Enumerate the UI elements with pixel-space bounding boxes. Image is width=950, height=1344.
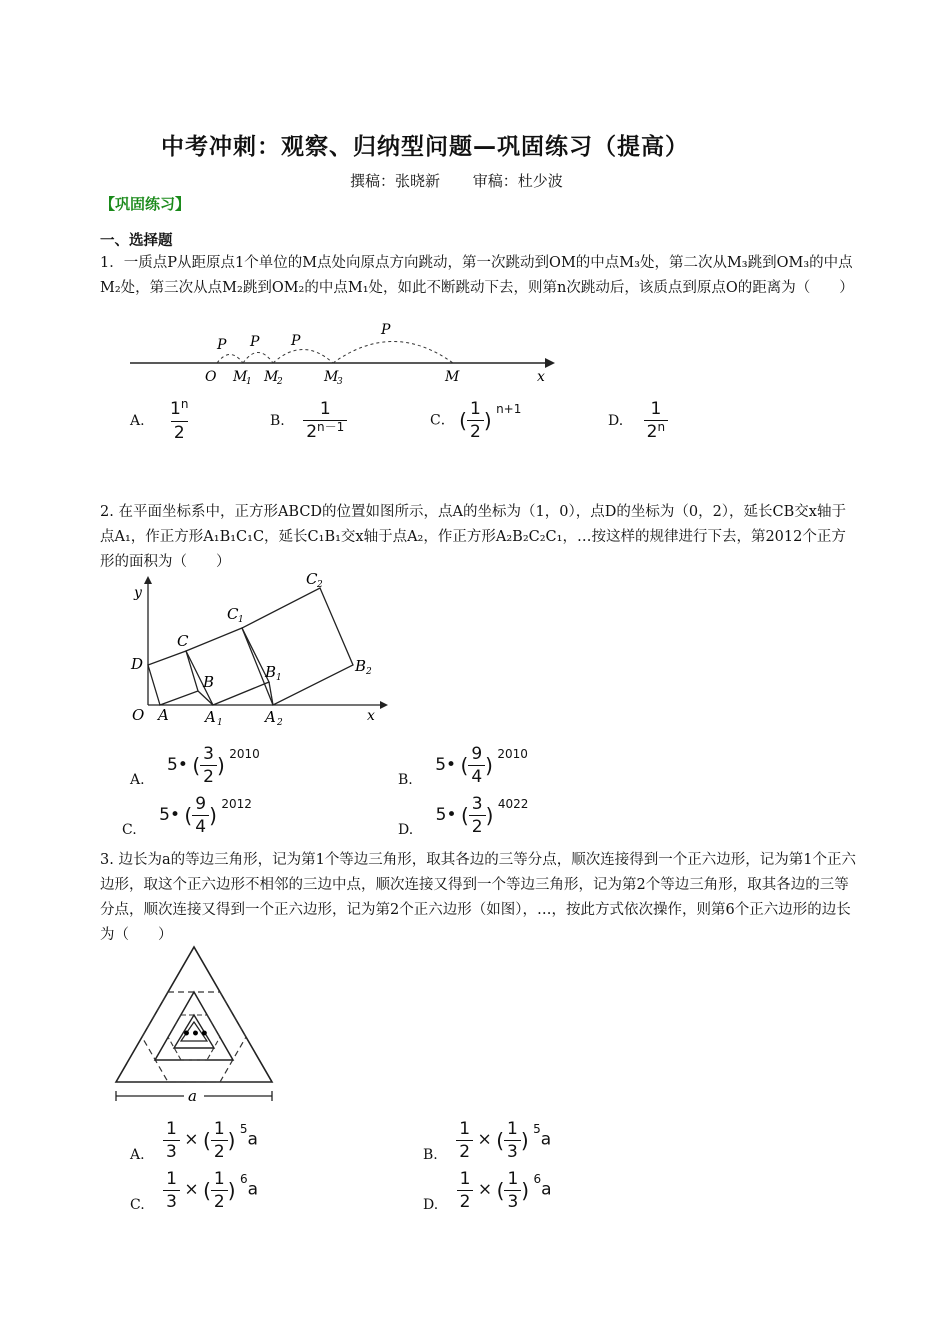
writer: 撰稿：张晓新 <box>350 172 441 190</box>
jump-arc-4 <box>217 355 243 364</box>
jump-arc-1 <box>333 342 453 364</box>
label-y: y <box>134 585 142 601</box>
label-C2-sub: 2 <box>317 580 323 590</box>
page-title: 中考冲刺：观察、归纳型问题—巩固练习（提高） <box>161 134 689 160</box>
question-1-text: 1．一质点P从距原点1个单位的M点处向原点方向跳动，第一次跳动到OM的中点M₃处，第二次从M₃跳到OM₃的中点M₂处，第三次从点M₂跳到OM₂的中点M₁处，如此不断跳动下去，则第n次跳动后，该质点到原点O的距离为（ ） <box>100 255 854 296</box>
fraction: $\frac{1}{3}$ <box>163 1170 180 1211</box>
q3-option-d[interactable]: D. $\frac{1}{2}$ × ( $\frac{1}{3}$ ) 6a <box>423 1169 552 1213</box>
question-2-text: 2. 在平面坐标系中，正方形ABCD的位置如图所示，点A的坐标为（1，0），点D的坐标为（0，2），延长CB交x轴于点A₁，作正方形A₁B₁C₁C，延长C₁B₁交x轴于点A₂，作正方形A₂B₂C₂C₁，…按这样的规律进行下去，第2012个正方形的面积为（ ） <box>100 504 846 570</box>
q3-option-b[interactable]: B. $\frac{1}{2}$ × ( $\frac{1}{3}$ ) 5a <box>423 1119 552 1163</box>
label-C1: C <box>227 605 239 623</box>
label-a: a <box>188 1087 197 1105</box>
fraction: $\frac{3}{2}$ <box>469 795 486 836</box>
label-B2: B <box>355 657 367 675</box>
q1-option-b[interactable]: B. $\frac{1}{2^{n-1}}$ <box>270 400 347 442</box>
fraction: $\frac{1^n}{2}$ <box>170 397 189 443</box>
fraction: $\frac{1}{2}$ <box>457 1170 474 1211</box>
fraction: $\frac{1}{3}$ <box>163 1120 180 1161</box>
fraction: $\frac{9}{4}$ <box>192 795 209 836</box>
fraction: $\frac{1}{2^n}$ <box>644 400 668 442</box>
extension-1 <box>198 691 213 705</box>
fraction: $\frac{9}{4}$ <box>468 745 485 786</box>
fraction: $\frac{3}{2}$ <box>200 745 217 786</box>
section-tag: 【巩固练习】 <box>100 195 191 213</box>
label-x: x <box>537 369 545 385</box>
label-M2-sub: 2 <box>277 377 283 387</box>
fraction: $\frac{1}{3}$ <box>504 1120 521 1161</box>
q3-triangles-figure <box>110 942 280 1107</box>
ellipsis-dots: ••• <box>182 1026 209 1042</box>
label-M1-sub: 1 <box>246 377 252 387</box>
q3-option-c[interactable]: C. $\frac{1}{3}$ × ( $\frac{1}{2}$ ) 6a <box>130 1169 259 1213</box>
arrow-icon <box>545 358 555 368</box>
fraction: $\frac{1}{2}$ <box>211 1170 228 1211</box>
label-M3: M <box>324 369 339 385</box>
question-3-text: 3. 边长为a的等边三角形，记为第1个等边三角形，取其各边的三等分点，顺次连接得到一个正六边形，记为第1个正六边形，取这个正六边形不相邻的三边中点，顺次连接又得到一个等边三角形，记为第2个等边三角形，取其各边的三等分点，顺次连接又得到一个正六边形，记为第2个正六边形（如图），…，按此方式依次操作，则第6个正六边形的边长为（ ） <box>100 852 857 943</box>
label-A: A <box>158 706 169 724</box>
label-M: M <box>445 369 460 385</box>
label-P3: P <box>291 333 301 349</box>
fraction: $\frac{1}{2}$ <box>467 400 484 441</box>
arrow-icon <box>144 576 152 584</box>
q2-option-c[interactable]: C. 5• ( $\frac{9}{4}$ ) 2012 <box>122 794 252 838</box>
q2-option-b[interactable]: B. 5• ( $\frac{9}{4}$ ) 2010 <box>398 744 528 788</box>
label-M1: M <box>233 369 248 385</box>
q1-option-c[interactable]: C． ( $\frac{1}{2}$ ) n+1 <box>430 399 522 442</box>
fraction: $\frac{1}{2}$ <box>211 1120 228 1161</box>
authors <box>350 170 591 191</box>
jump-arc-3 <box>243 353 273 364</box>
label-A1-sub: 1 <box>217 718 223 725</box>
label-P4: P <box>381 322 391 338</box>
label-C2: C <box>306 570 318 588</box>
label-B1-sub: 1 <box>276 673 282 683</box>
label-C1-sub: 1 <box>238 615 244 625</box>
arrow-icon <box>380 701 388 709</box>
label-M2: M <box>264 369 279 385</box>
fraction: $\frac{1}{2}$ <box>456 1120 473 1161</box>
square-3 <box>242 588 353 705</box>
label-P2: P <box>250 334 260 350</box>
label-P1: P <box>217 337 227 353</box>
label-O: O <box>205 369 217 385</box>
reviewer: 审稿：杜少波 <box>472 172 563 190</box>
label-B1: B <box>265 663 277 681</box>
label-A2-sub: 2 <box>277 718 283 725</box>
label-O: O <box>132 706 145 724</box>
label-C: C <box>177 632 189 650</box>
q1-option-a[interactable]: A. $\frac{1^n}{2}$ <box>130 400 191 442</box>
label-x: x <box>367 708 375 724</box>
q3-option-a[interactable]: A. $\frac{1}{3}$ × ( $\frac{1}{2}$ ) 5a <box>130 1119 258 1163</box>
label-B2-sub: 2 <box>366 667 372 677</box>
q2-option-a[interactable]: A. 5• ( $\frac{3}{2}$ ) 2010 <box>130 744 260 788</box>
q2-squares-figure <box>125 570 390 725</box>
section-heading: 一、选择题 <box>100 233 173 249</box>
label-A1: A <box>205 708 216 725</box>
label-B: B <box>203 673 215 691</box>
label-A2: A <box>265 708 276 725</box>
q1-option-d[interactable]: D. $\frac{1}{2^n}$ <box>608 400 668 442</box>
fraction: $\frac{1}{3}$ <box>504 1170 521 1211</box>
square-2 <box>186 628 269 705</box>
q2-option-d[interactable]: D. 5• ( $\frac{3}{2}$ ) 4022 <box>398 794 529 838</box>
jump-arc-2 <box>273 350 333 364</box>
fraction: $\frac{1}{2^{n-1}}$ <box>303 400 347 442</box>
label-D: D <box>131 655 144 673</box>
q1-number-line-figure <box>125 318 565 390</box>
label-M3-sub: 3 <box>337 377 343 387</box>
